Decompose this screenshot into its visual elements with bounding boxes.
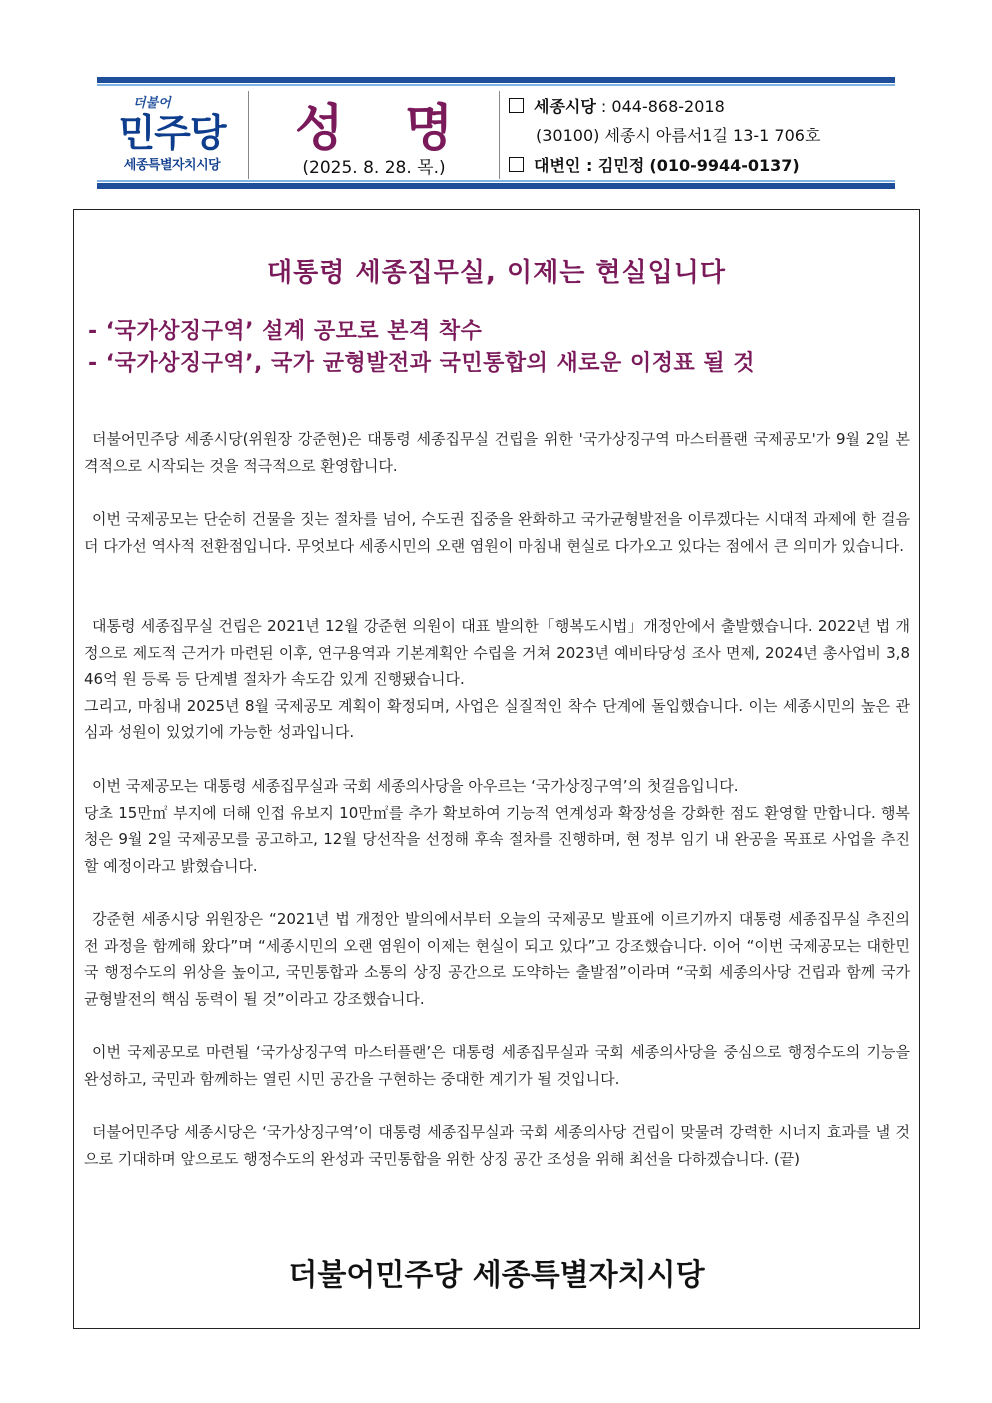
spokesperson-label: 대변인 : 김민정: [534, 156, 645, 175]
contact-address: (30100) 세종시 아름서1길 13-1 706호: [536, 126, 821, 145]
paragraph-text: 이번 국제공모는 단순히 건물을 짓는 절차를 넘어, 수도권 집중을 완화하고 국가균형발전을 이루겠다는 시대적 과제에 한 걸음 더 다가선 역사적 전환점입니다. 무엇보다 세종시민의 오랜 염원이 마침내 현실로 다가오고 있다는 점에서 큰 의미가 있습니다.: [84, 510, 910, 555]
paragraph-text: 이번 국제공모로 마련될 ‘국가상징구역 마스터플랜’은 대통령 세종집무실과 국회 세종의사당을 중심으로 행정수도의 기능을 완성하고, 국민과 함께하는 열린 시민 공간을 구현하는 중대한 계기가 될 것입니다.: [84, 1043, 910, 1088]
header-divider-2: [499, 91, 500, 179]
statement-date: (2025. 8. 28. 목.): [302, 158, 446, 178]
checkbox-square-icon: [509, 157, 524, 172]
header-divider-1: [248, 91, 249, 179]
header-rule-top-thin: [97, 84, 895, 86]
contact-spokesperson: [509, 153, 800, 176]
subheading-2: - ‘국가상징구역’, 국가 균형발전과 국민통합의 새로운 이정표 될 것: [88, 351, 756, 376]
paragraph-text: 더불어민주당 세종시당(위원장 강준현)은 대통령 세종집무실 건립을 위한 '국가상징구역 마스터플랜 국제공모'가 9월 2일 본격적으로 시작되는 것을 적극적으로 환영합니다.: [84, 430, 910, 475]
logo-sub-text: 세종특별자치시당: [123, 158, 221, 173]
headline: 대통령 세종집무실, 이제는 현실입니다: [267, 258, 726, 288]
paragraph-text: 당초 15만㎡ 부지에 더해 인접 유보지 10만㎡를 추가 확보하여 기능적 연계성과 확장성을 강화한 점도 환영할 만합니다. 행복청은 9월 2일 국제공모를 공고하고, 12월 당선작을 선정해 후속 절차를 진행하며, 현 정부 임기 내 완공을 목표로 사업을 추진할 예정이라고 밝혔습니다.: [84, 803, 910, 875]
signature-footer: 더불어민주당 세종특별자치시당: [288, 1258, 705, 1293]
paragraph-text: 더불어민주당 세종시당은 ‘국가상징구역’이 대통령 세종집무실과 국회 세종의사당 건립이 맞물려 강력한 시너지 효과를 낼 것으로 기대하며 앞으로도 행정수도의 완성과 국민통합을 위한 상징 공간 조성을 위해 최선을 다하겠습니다. (끝): [84, 1123, 910, 1168]
header-rule-bottom-thin: [97, 180, 895, 182]
paragraph-3: [84, 613, 910, 746]
logo-main-text: 민주당: [118, 111, 226, 155]
paragraph-5: [84, 906, 910, 1012]
paragraph-7: [84, 1119, 910, 1172]
statement-body: [73, 209, 920, 1329]
paragraph-text: 대통령 세종집무실 건립은 2021년 12월 강준현 의원이 대표 발의한「행복도시법」개정안에서 출발했습니다. 2022년 법 개정으로 제도적 근거가 마련된 이후, 연구용역과 기본계획안 수립을 거쳐 2023년 예비타당성 조사 면제, 2024년 총사업비 3,846억 원 등록 등 단계별 절차가 속도감 있게 진행됐습니다.: [84, 617, 910, 688]
office-label: 세종시당: [534, 97, 596, 116]
paragraph-6: [84, 1039, 910, 1092]
paragraph-2: [84, 506, 910, 559]
checkbox-square-icon: [509, 98, 524, 113]
office-phone: : 044-868-2018: [600, 97, 725, 116]
party-logo: [99, 90, 245, 178]
paragraph-text: 이번 국제공모는 대통령 세종집무실과 국회 세종의사당을 아우르는 ‘국가상징구역’의 첫걸음입니다.: [92, 777, 739, 795]
subheading-1: - ‘국가상징구역’ 설계 공모로 본격 착수: [88, 319, 483, 344]
contact-office: [509, 94, 725, 117]
header-rule-top: [97, 77, 895, 83]
statement-title: 성 명: [294, 99, 475, 157]
paragraph-text: 강준현 세종시당 위원장은 “2021년 법 개정안 발의에서부터 오늘의 국제공모 발표에 이르기까지 대통령 세종집무실 추진의 전 과정을 함께해 왔다”며 “세종시민의 오랜 염원이 이제는 현실이 되고 있다”고 강조했습니다. 이어 “이번 국제공모는 대한민국 행정수도의 위상을 높이고, 국민통합과 소통의 상징 공간으로 도약하는 출발점”이라며 “국회 세종의사당 건립과 함께 국가균형발전의 핵심 동력이 될 것”이라고 강조했습니다.: [84, 910, 910, 1008]
paragraph-text: 그리고, 마침내 2025년 8월 국제공모 계획이 확정되며, 사업은 실질적인 착수 단계에 돌입했습니다. 이는 세종시민의 높은 관심과 성원이 있었기에 가능한 성과입니다.: [84, 696, 910, 741]
spokesperson-phone: (010-9944-0137): [649, 156, 800, 175]
header-rule-bottom: [97, 183, 895, 189]
paragraph-1: [84, 426, 910, 479]
logo-small-text: 더불어: [133, 96, 171, 111]
paragraph-4: [84, 773, 910, 879]
